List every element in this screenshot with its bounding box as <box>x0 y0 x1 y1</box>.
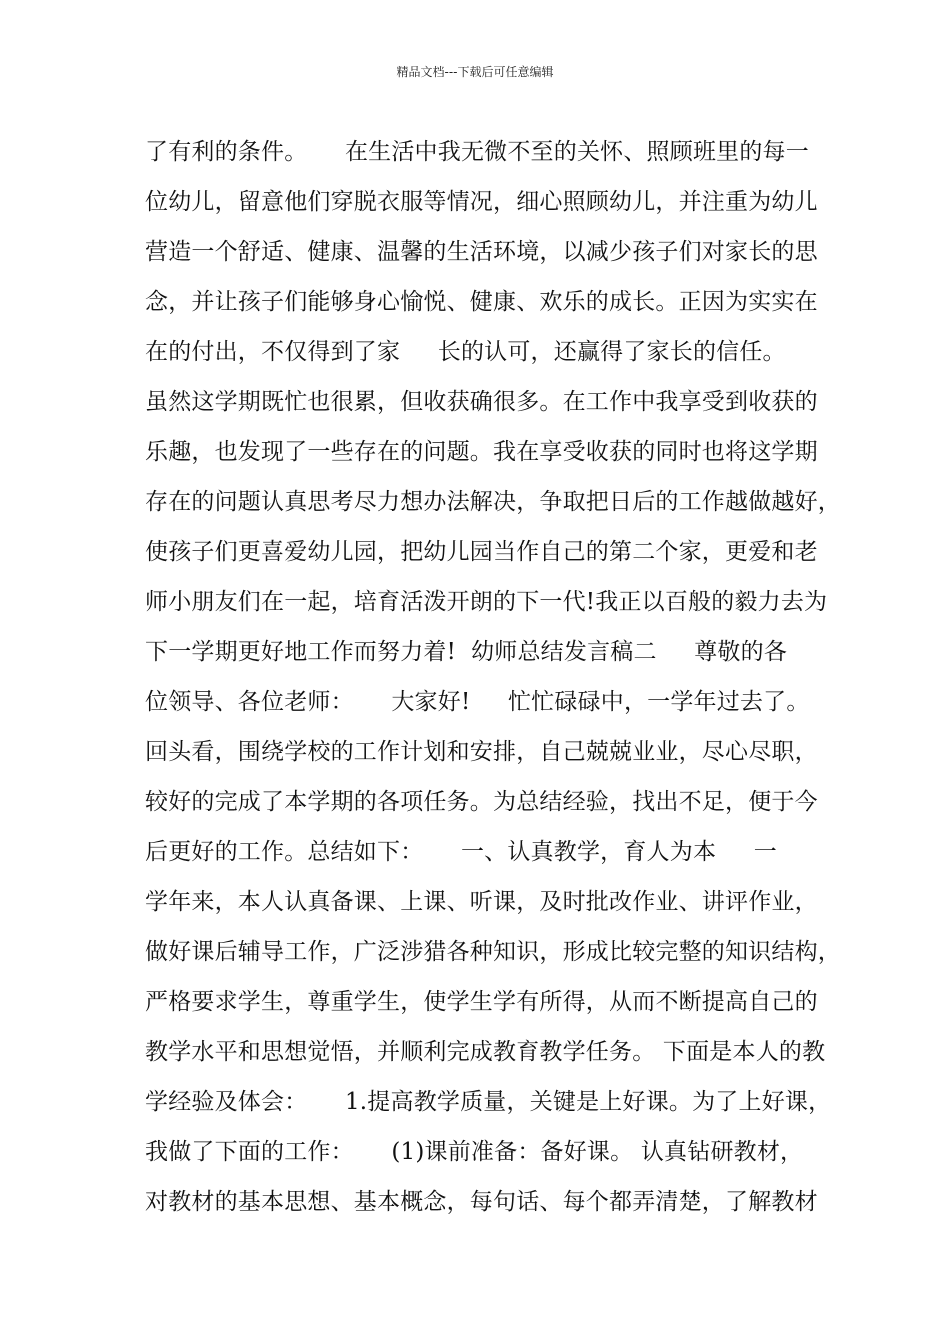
text-line: 对教材的基本思想、基本概念，每句话、每个都弄清楚，了解教材 <box>145 1189 818 1215</box>
text-line: 教学水平和思想觉悟，并顺利完成教育教学任务。 下面是本人的教 <box>145 1039 826 1065</box>
text-line: 回头看，围绕学校的工作计划和安排，自己兢兢业业，尽心尽职， <box>145 739 818 765</box>
text-line: 较好的完成了本学期的各项任务。为总结经验，找出不足，便于今 <box>145 789 818 815</box>
text-line: 做好课后辅导工作，广泛涉猎各种知识，形成比较完整的知识结构， <box>145 939 841 965</box>
document-body <box>145 132 841 1232</box>
text-line: 了有利的条件。 在生活中我无微不至的关怀、照顾班里的每一 <box>145 139 809 165</box>
text-line: 乐趣，也发现了一些存在的问题。我在享受收获的同时也将这学期 <box>145 439 818 465</box>
text-line: 师小朋友们在一起，培育活泼开朗的下一代!我正以百般的毅力去为 <box>145 589 828 615</box>
text-line: 营造一个舒适、健康、温馨的生活环境，以减少孩子们对家长的思 <box>145 239 818 265</box>
text-line: 存在的问题认真思考尽力想办法解决，争取把日后的工作越做越好， <box>145 489 841 515</box>
text-line: 我做了下面的工作： (1)课前准备：备好课。 认真钻研教材， <box>145 1139 804 1165</box>
text-line: 位领导、各位老师： 大家好! 忙忙碌碌中，一学年过去了。 <box>145 689 810 715</box>
text-line: 位幼儿，留意他们穿脱衣服等情况，细心照顾幼儿，并注重为幼儿 <box>145 189 818 215</box>
page-header: 精品文档---下载后可任意编辑 <box>396 65 554 79</box>
text-line: 使孩子们更喜爱幼儿园，把幼儿园当作自己的第二个家，更爱和老 <box>145 539 818 565</box>
text-line: 严格要求学生，尊重学生，使学生学有所得，从而不断提高自己的 <box>145 989 818 1015</box>
text-line: 后更好的工作。总结如下： 一、认真教学，育人为本 一 <box>145 839 777 865</box>
text-line: 虽然这学期既忙也很累，但收获确很多。在工作中我享受到收获的 <box>145 389 818 415</box>
text-line: 在的付出，不仅得到了家 长的认可，还赢得了家长的信任。 <box>145 339 786 365</box>
text-line: 学年来，本人认真备课、上课、听课，及时批改作业、讲评作业， <box>145 889 818 915</box>
text-line: 学经验及体会： 1.提高教学质量，关键是上好课。为了上好课， <box>145 1089 832 1115</box>
text-line: 念，并让孩子们能够身心愉悦、健康、欢乐的成长。正因为实实在 <box>145 289 818 315</box>
text-line: 下一学期更好地工作而努力着! 幼师总结发言稿二 尊敬的各 <box>145 639 788 665</box>
